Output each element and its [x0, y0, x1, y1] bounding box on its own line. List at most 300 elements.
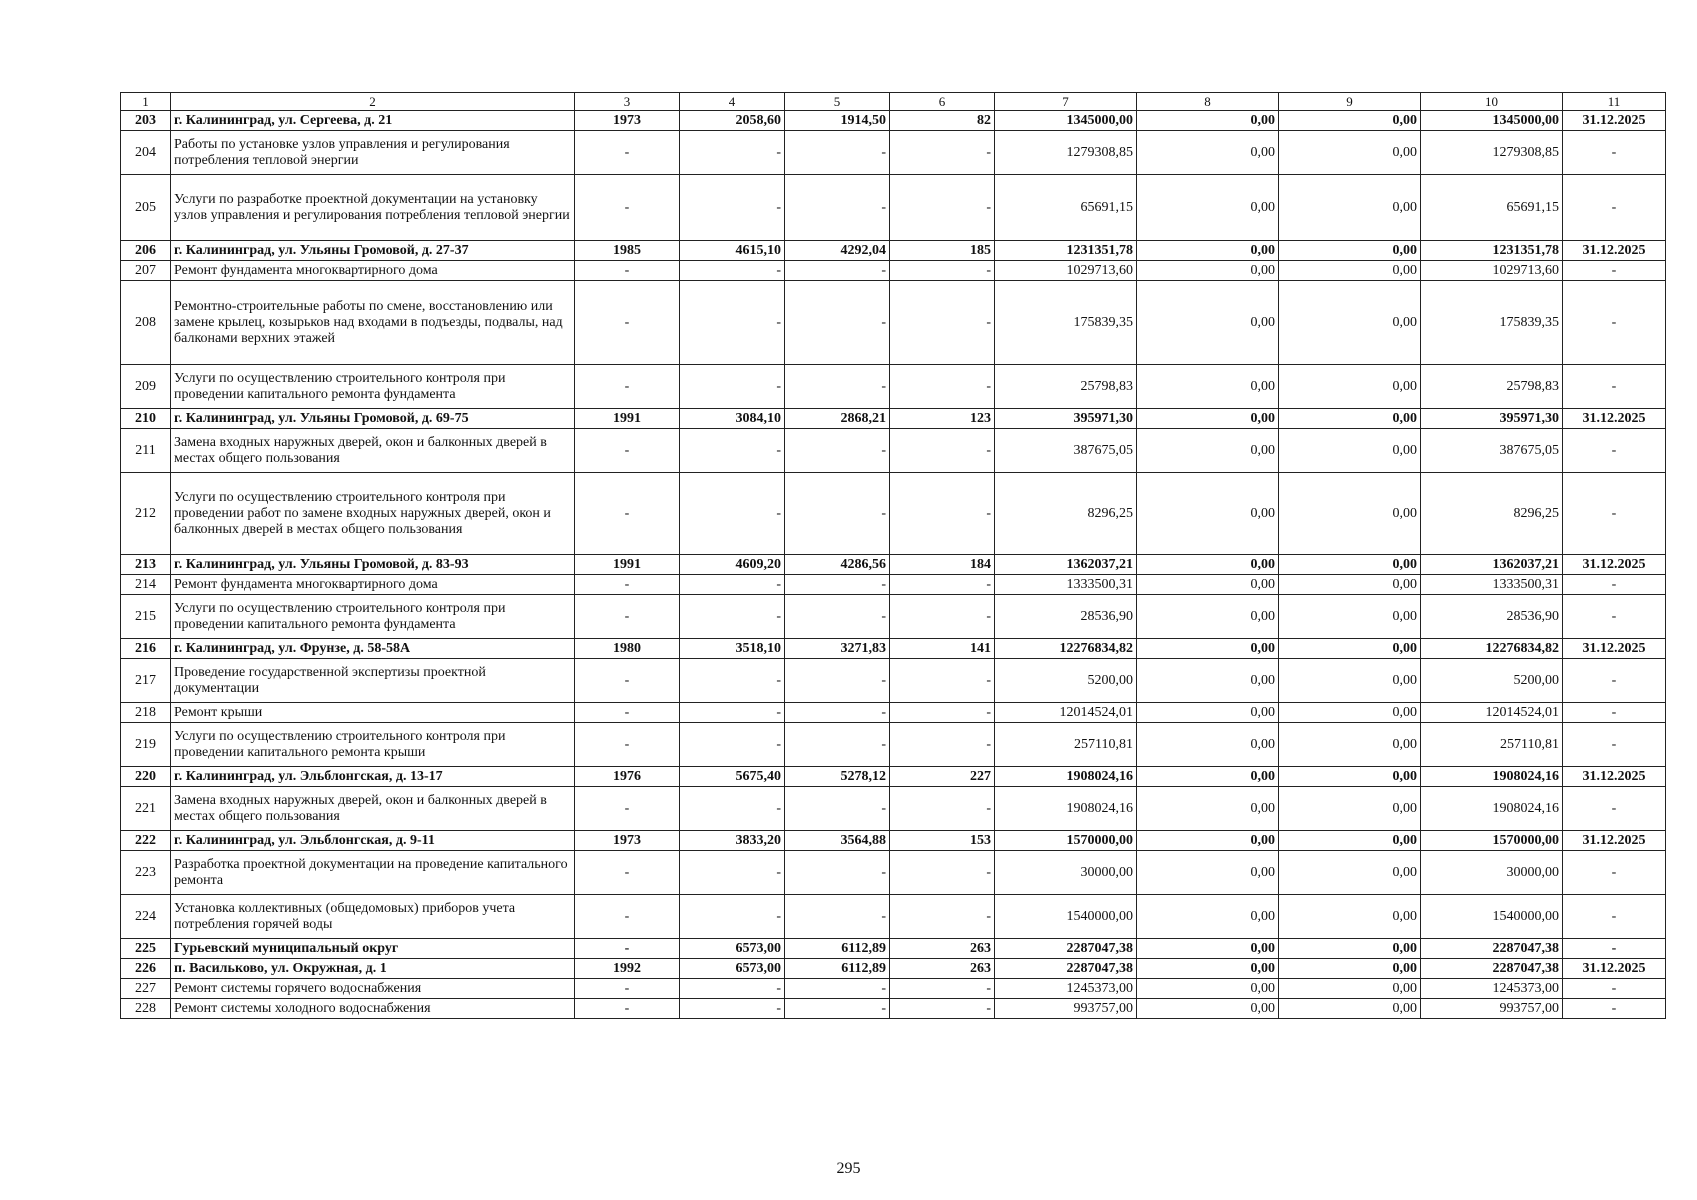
table-row: [121, 895, 1666, 939]
cell-residents: -: [890, 175, 995, 241]
cell-cost-other: 0,00: [1279, 703, 1421, 723]
cell-cost-regional: 1279308,85: [1421, 131, 1563, 175]
cell-cost-total: 12014524,01: [995, 703, 1137, 723]
table-row: [121, 767, 1666, 787]
cell-cost-regional: 25798,83: [1421, 365, 1563, 409]
cell-row-number: 214: [121, 575, 171, 595]
cell-area-total: -: [680, 787, 785, 831]
cell-deadline: -: [1563, 723, 1666, 767]
cell-area-living: -: [785, 703, 890, 723]
cell-deadline: -: [1563, 131, 1666, 175]
cell-area-living: 4292,04: [785, 241, 890, 261]
cell-cost-regional: 28536,90: [1421, 595, 1563, 639]
cell-cost-fund: 0,00: [1137, 659, 1279, 703]
cell-deadline: -: [1563, 939, 1666, 959]
cell-cost-other: 0,00: [1279, 175, 1421, 241]
cell-row-number: 218: [121, 703, 171, 723]
cell-year: 1991: [575, 555, 680, 575]
cell-row-number: 227: [121, 979, 171, 999]
cell-year: -: [575, 999, 680, 1019]
cell-year: -: [575, 659, 680, 703]
cell-row-number: 210: [121, 409, 171, 429]
cell-cost-fund: 0,00: [1137, 639, 1279, 659]
cell-area-total: -: [680, 703, 785, 723]
cell-year: 1985: [575, 241, 680, 261]
cell-cost-total: 30000,00: [995, 851, 1137, 895]
cell-row-name: Работы по установке узлов управления и регулирования потребления тепловой энергии: [171, 131, 575, 175]
cell-cost-total: 257110,81: [995, 723, 1137, 767]
cell-area-total: -: [680, 659, 785, 703]
cell-residents: -: [890, 979, 995, 999]
cell-cost-total: 1540000,00: [995, 895, 1137, 939]
cell-deadline: 31.12.2025: [1563, 241, 1666, 261]
header-row: [121, 93, 1666, 111]
cell-area-total: -: [680, 473, 785, 555]
cell-cost-total: 993757,00: [995, 999, 1137, 1019]
cell-cost-other: 0,00: [1279, 409, 1421, 429]
cell-year: 1991: [575, 409, 680, 429]
cell-area-total: 4609,20: [680, 555, 785, 575]
header-cell-9: 9: [1279, 93, 1421, 111]
cell-cost-fund: 0,00: [1137, 703, 1279, 723]
header-cell-5: 5: [785, 93, 890, 111]
cell-cost-fund: 0,00: [1137, 723, 1279, 767]
cell-area-living: -: [785, 365, 890, 409]
cell-deadline: -: [1563, 261, 1666, 281]
cell-cost-fund: 0,00: [1137, 575, 1279, 595]
cell-cost-total: 175839,35: [995, 281, 1137, 365]
cell-area-total: -: [680, 365, 785, 409]
cell-area-total: 3833,20: [680, 831, 785, 851]
cell-deadline: 31.12.2025: [1563, 409, 1666, 429]
cell-cost-regional: 65691,15: [1421, 175, 1563, 241]
cell-year: -: [575, 723, 680, 767]
cell-deadline: -: [1563, 473, 1666, 555]
cell-row-name: Гурьевский муниципальный округ: [171, 939, 575, 959]
cell-residents: -: [890, 659, 995, 703]
table-row: [121, 703, 1666, 723]
cell-deadline: -: [1563, 659, 1666, 703]
cell-area-total: -: [680, 261, 785, 281]
cell-area-total: -: [680, 999, 785, 1019]
cell-cost-other: 0,00: [1279, 723, 1421, 767]
table-row: [121, 831, 1666, 851]
cell-row-number: 222: [121, 831, 171, 851]
header-cell-10: 10: [1421, 93, 1563, 111]
cell-cost-regional: 1908024,16: [1421, 787, 1563, 831]
cell-year: -: [575, 979, 680, 999]
cell-cost-regional: 1362037,21: [1421, 555, 1563, 575]
table-row: [121, 473, 1666, 555]
cell-cost-regional: 1231351,78: [1421, 241, 1563, 261]
table-row: [121, 365, 1666, 409]
cell-cost-fund: 0,00: [1137, 959, 1279, 979]
cell-row-name: Установка коллективных (общедомовых) приборов учета потребления горячей воды: [171, 895, 575, 939]
cell-cost-other: 0,00: [1279, 111, 1421, 131]
table-row: [121, 639, 1666, 659]
table-row: [121, 787, 1666, 831]
cell-row-name: Ремонт системы горячего водоснабжения: [171, 979, 575, 999]
cell-residents: -: [890, 851, 995, 895]
cell-area-living: -: [785, 261, 890, 281]
cell-row-name: г. Калининград, ул. Ульяны Громовой, д. 27-37: [171, 241, 575, 261]
table-row: [121, 595, 1666, 639]
cell-row-number: 220: [121, 767, 171, 787]
cell-row-name: Замена входных наружных дверей, окон и балконных дверей в местах общего пользования: [171, 787, 575, 831]
cell-area-total: -: [680, 281, 785, 365]
cell-row-number: 224: [121, 895, 171, 939]
cell-row-number: 205: [121, 175, 171, 241]
cell-cost-other: 0,00: [1279, 895, 1421, 939]
cell-cost-regional: 1540000,00: [1421, 895, 1563, 939]
cell-cost-regional: 993757,00: [1421, 999, 1563, 1019]
cell-cost-total: 8296,25: [995, 473, 1137, 555]
cell-area-total: 5675,40: [680, 767, 785, 787]
cell-cost-other: 0,00: [1279, 473, 1421, 555]
cell-cost-total: 2287047,38: [995, 959, 1137, 979]
data-table: [120, 92, 1666, 1019]
cell-residents: -: [890, 723, 995, 767]
cell-row-number: 212: [121, 473, 171, 555]
cell-cost-fund: 0,00: [1137, 787, 1279, 831]
table-body: [121, 93, 1666, 1019]
cell-area-total: 6573,00: [680, 939, 785, 959]
cell-cost-other: 0,00: [1279, 365, 1421, 409]
cell-area-living: -: [785, 595, 890, 639]
cell-cost-fund: 0,00: [1137, 555, 1279, 575]
table-row: [121, 959, 1666, 979]
cell-deadline: -: [1563, 365, 1666, 409]
cell-area-living: -: [785, 851, 890, 895]
cell-area-living: -: [785, 999, 890, 1019]
cell-area-living: -: [785, 175, 890, 241]
table-row: [121, 575, 1666, 595]
cell-area-total: -: [680, 575, 785, 595]
cell-row-number: 223: [121, 851, 171, 895]
cell-area-total: -: [680, 429, 785, 473]
cell-year: -: [575, 703, 680, 723]
cell-row-name: Услуги по осуществлению строительного контроля при проведении работ по замене входных наружных дверей, окон и балконных дверей в местах общего пользования: [171, 473, 575, 555]
cell-cost-regional: 1908024,16: [1421, 767, 1563, 787]
table-row: [121, 409, 1666, 429]
cell-cost-regional: 1029713,60: [1421, 261, 1563, 281]
cell-residents: -: [890, 131, 995, 175]
cell-area-total: 3084,10: [680, 409, 785, 429]
cell-deadline: -: [1563, 703, 1666, 723]
cell-residents: -: [890, 281, 995, 365]
cell-cost-regional: 30000,00: [1421, 851, 1563, 895]
cell-cost-total: 1231351,78: [995, 241, 1137, 261]
cell-deadline: -: [1563, 979, 1666, 999]
cell-area-total: 4615,10: [680, 241, 785, 261]
cell-residents: -: [890, 429, 995, 473]
cell-area-living: -: [785, 281, 890, 365]
cell-cost-regional: 12014524,01: [1421, 703, 1563, 723]
cell-year: -: [575, 895, 680, 939]
cell-cost-total: 28536,90: [995, 595, 1137, 639]
cell-row-name: Замена входных наружных дверей, окон и балконных дверей в местах общего пользования: [171, 429, 575, 473]
cell-cost-total: 25798,83: [995, 365, 1137, 409]
cell-residents: 141: [890, 639, 995, 659]
cell-area-total: 2058,60: [680, 111, 785, 131]
cell-cost-fund: 0,00: [1137, 895, 1279, 939]
cell-year: -: [575, 787, 680, 831]
cell-year: -: [575, 851, 680, 895]
table-row: [121, 241, 1666, 261]
table-row: [121, 979, 1666, 999]
cell-residents: -: [890, 895, 995, 939]
cell-residents: 82: [890, 111, 995, 131]
cell-row-number: 206: [121, 241, 171, 261]
cell-year: -: [575, 365, 680, 409]
cell-cost-fund: 0,00: [1137, 175, 1279, 241]
cell-cost-total: 12276834,82: [995, 639, 1137, 659]
cell-cost-total: 65691,15: [995, 175, 1137, 241]
cell-cost-fund: 0,00: [1137, 831, 1279, 851]
cell-row-name: Разработка проектной документации на проведение капитального ремонта: [171, 851, 575, 895]
cell-residents: 123: [890, 409, 995, 429]
cell-residents: -: [890, 473, 995, 555]
header-cell-2: 2: [171, 93, 575, 111]
cell-area-total: -: [680, 595, 785, 639]
cell-cost-regional: 1570000,00: [1421, 831, 1563, 851]
cell-area-living: -: [785, 787, 890, 831]
cell-residents: -: [890, 595, 995, 639]
cell-cost-fund: 0,00: [1137, 851, 1279, 895]
cell-row-name: г. Калининград, ул. Ульяны Громовой, д. 69-75: [171, 409, 575, 429]
cell-residents: 153: [890, 831, 995, 851]
cell-row-name: Услуги по разработке проектной документации на установку узлов управления и регулирования потребления тепловой энергии: [171, 175, 575, 241]
cell-cost-other: 0,00: [1279, 429, 1421, 473]
cell-row-name: п. Васильково, ул. Окружная, д. 1: [171, 959, 575, 979]
cell-row-name: Услуги по осуществлению строительного контроля при проведении капитального ремонта фундамента: [171, 365, 575, 409]
cell-row-name: г. Калининград, ул. Ульяны Громовой, д. 83-93: [171, 555, 575, 575]
header-cell-7: 7: [995, 93, 1137, 111]
cell-cost-other: 0,00: [1279, 851, 1421, 895]
table-row: [121, 555, 1666, 575]
cell-cost-other: 0,00: [1279, 575, 1421, 595]
cell-deadline: -: [1563, 787, 1666, 831]
cell-cost-other: 0,00: [1279, 595, 1421, 639]
cell-row-name: Услуги по осуществлению строительного контроля при проведении капитального ремонта крыши: [171, 723, 575, 767]
cell-area-living: 6112,89: [785, 939, 890, 959]
cell-residents: -: [890, 575, 995, 595]
table-row: [121, 111, 1666, 131]
cell-area-living: 3271,83: [785, 639, 890, 659]
cell-cost-other: 0,00: [1279, 831, 1421, 851]
cell-row-name: Ремонт фундамента многоквартирного дома: [171, 261, 575, 281]
cell-cost-other: 0,00: [1279, 555, 1421, 575]
cell-cost-regional: 2287047,38: [1421, 939, 1563, 959]
cell-cost-fund: 0,00: [1137, 365, 1279, 409]
cell-cost-fund: 0,00: [1137, 979, 1279, 999]
cell-row-number: 207: [121, 261, 171, 281]
cell-area-living: 4286,56: [785, 555, 890, 575]
cell-area-total: -: [680, 851, 785, 895]
cell-row-number: 213: [121, 555, 171, 575]
cell-cost-total: 1908024,16: [995, 787, 1137, 831]
table-row: [121, 281, 1666, 365]
cell-cost-total: 1029713,60: [995, 261, 1137, 281]
cell-deadline: -: [1563, 281, 1666, 365]
cell-deadline: 31.12.2025: [1563, 767, 1666, 787]
header-cell-11: 11: [1563, 93, 1666, 111]
cell-area-total: 6573,00: [680, 959, 785, 979]
cell-area-living: -: [785, 473, 890, 555]
header-cell-6: 6: [890, 93, 995, 111]
cell-cost-regional: 5200,00: [1421, 659, 1563, 703]
cell-residents: -: [890, 703, 995, 723]
cell-residents: 185: [890, 241, 995, 261]
cell-deadline: -: [1563, 851, 1666, 895]
cell-area-living: -: [785, 979, 890, 999]
cell-row-number: 215: [121, 595, 171, 639]
table-row: [121, 851, 1666, 895]
table-row: [121, 939, 1666, 959]
cell-row-name: г. Калининград, ул. Сергеева, д. 21: [171, 111, 575, 131]
cell-cost-regional: 175839,35: [1421, 281, 1563, 365]
cell-residents: 263: [890, 939, 995, 959]
header-cell-3: 3: [575, 93, 680, 111]
cell-year: 1980: [575, 639, 680, 659]
cell-area-living: 2868,21: [785, 409, 890, 429]
cell-year: -: [575, 429, 680, 473]
cell-area-living: 6112,89: [785, 959, 890, 979]
table-row: [121, 659, 1666, 703]
cell-row-name: Услуги по осуществлению строительного контроля при проведении капитального ремонта фундамента: [171, 595, 575, 639]
cell-year: 1992: [575, 959, 680, 979]
cell-deadline: -: [1563, 895, 1666, 939]
cell-year: 1973: [575, 831, 680, 851]
cell-cost-total: 387675,05: [995, 429, 1137, 473]
cell-cost-total: 1279308,85: [995, 131, 1137, 175]
cell-cost-regional: 395971,30: [1421, 409, 1563, 429]
cell-cost-total: 1570000,00: [995, 831, 1137, 851]
cell-residents: -: [890, 999, 995, 1019]
cell-year: -: [575, 939, 680, 959]
cell-cost-total: 395971,30: [995, 409, 1137, 429]
cell-residents: 263: [890, 959, 995, 979]
cell-cost-total: 5200,00: [995, 659, 1137, 703]
cell-area-total: -: [680, 723, 785, 767]
cell-cost-fund: 0,00: [1137, 261, 1279, 281]
header-cell-1: 1: [121, 93, 171, 111]
table-row: [121, 429, 1666, 473]
cell-year: -: [575, 473, 680, 555]
cell-area-total: 3518,10: [680, 639, 785, 659]
cell-cost-fund: 0,00: [1137, 999, 1279, 1019]
cell-deadline: -: [1563, 999, 1666, 1019]
cell-cost-fund: 0,00: [1137, 281, 1279, 365]
page-number: 295: [836, 1160, 861, 1177]
cell-row-name: Ремонт системы холодного водоснабжения: [171, 999, 575, 1019]
cell-area-living: -: [785, 895, 890, 939]
cell-row-number: 203: [121, 111, 171, 131]
cell-row-name: Проведение государственной экспертизы проектной документации: [171, 659, 575, 703]
cell-cost-other: 0,00: [1279, 639, 1421, 659]
cell-year: -: [575, 575, 680, 595]
cell-row-number: 216: [121, 639, 171, 659]
cell-year: -: [575, 261, 680, 281]
cell-row-name: Ремонт крыши: [171, 703, 575, 723]
cell-row-name: Ремонтно-строительные работы по смене, восстановлению или замене крылец, козырьков над входами в подъезды, подвалы, над балконами верхних этажей: [171, 281, 575, 365]
cell-deadline: -: [1563, 595, 1666, 639]
cell-cost-regional: 12276834,82: [1421, 639, 1563, 659]
cell-cost-other: 0,00: [1279, 241, 1421, 261]
cell-row-number: 219: [121, 723, 171, 767]
cell-cost-fund: 0,00: [1137, 473, 1279, 555]
cell-cost-regional: 1345000,00: [1421, 111, 1563, 131]
cell-deadline: 31.12.2025: [1563, 831, 1666, 851]
cell-area-total: -: [680, 175, 785, 241]
cell-deadline: -: [1563, 575, 1666, 595]
cell-area-total: -: [680, 979, 785, 999]
cell-cost-fund: 0,00: [1137, 595, 1279, 639]
cell-cost-other: 0,00: [1279, 261, 1421, 281]
cell-cost-total: 1245373,00: [995, 979, 1137, 999]
cell-residents: 184: [890, 555, 995, 575]
cell-area-living: 5278,12: [785, 767, 890, 787]
cell-cost-regional: 1333500,31: [1421, 575, 1563, 595]
cell-cost-fund: 0,00: [1137, 939, 1279, 959]
header-cell-8: 8: [1137, 93, 1279, 111]
cell-cost-fund: 0,00: [1137, 767, 1279, 787]
table-row: [121, 131, 1666, 175]
cell-row-number: 221: [121, 787, 171, 831]
header-cell-4: 4: [680, 93, 785, 111]
cell-cost-other: 0,00: [1279, 281, 1421, 365]
cell-row-number: 217: [121, 659, 171, 703]
cell-area-living: -: [785, 575, 890, 595]
cell-deadline: 31.12.2025: [1563, 639, 1666, 659]
cell-cost-total: 1362037,21: [995, 555, 1137, 575]
cell-cost-total: 1908024,16: [995, 767, 1137, 787]
cell-deadline: 31.12.2025: [1563, 111, 1666, 131]
table-row: [121, 261, 1666, 281]
cell-year: 1973: [575, 111, 680, 131]
cell-cost-regional: 8296,25: [1421, 473, 1563, 555]
cell-cost-regional: 1245373,00: [1421, 979, 1563, 999]
cell-area-total: -: [680, 131, 785, 175]
cell-area-total: -: [680, 895, 785, 939]
cell-residents: 227: [890, 767, 995, 787]
cell-cost-other: 0,00: [1279, 787, 1421, 831]
cell-cost-regional: 257110,81: [1421, 723, 1563, 767]
cell-cost-fund: 0,00: [1137, 131, 1279, 175]
cell-cost-other: 0,00: [1279, 959, 1421, 979]
cell-year: 1976: [575, 767, 680, 787]
cell-year: -: [575, 595, 680, 639]
table-row: [121, 999, 1666, 1019]
cell-cost-regional: 387675,05: [1421, 429, 1563, 473]
cell-row-number: 228: [121, 999, 171, 1019]
cell-deadline: -: [1563, 429, 1666, 473]
cell-row-number: 208: [121, 281, 171, 365]
cell-year: -: [575, 131, 680, 175]
cell-area-living: -: [785, 723, 890, 767]
cell-row-number: 204: [121, 131, 171, 175]
cell-row-name: г. Калининград, ул. Эльблонгская, д. 9-11: [171, 831, 575, 851]
cell-cost-other: 0,00: [1279, 767, 1421, 787]
cell-year: -: [575, 175, 680, 241]
cell-cost-total: 1345000,00: [995, 111, 1137, 131]
cell-cost-fund: 0,00: [1137, 429, 1279, 473]
cell-area-living: 1914,50: [785, 111, 890, 131]
cell-cost-total: 1333500,31: [995, 575, 1137, 595]
cell-deadline: 31.12.2025: [1563, 555, 1666, 575]
cell-residents: -: [890, 365, 995, 409]
cell-deadline: -: [1563, 175, 1666, 241]
